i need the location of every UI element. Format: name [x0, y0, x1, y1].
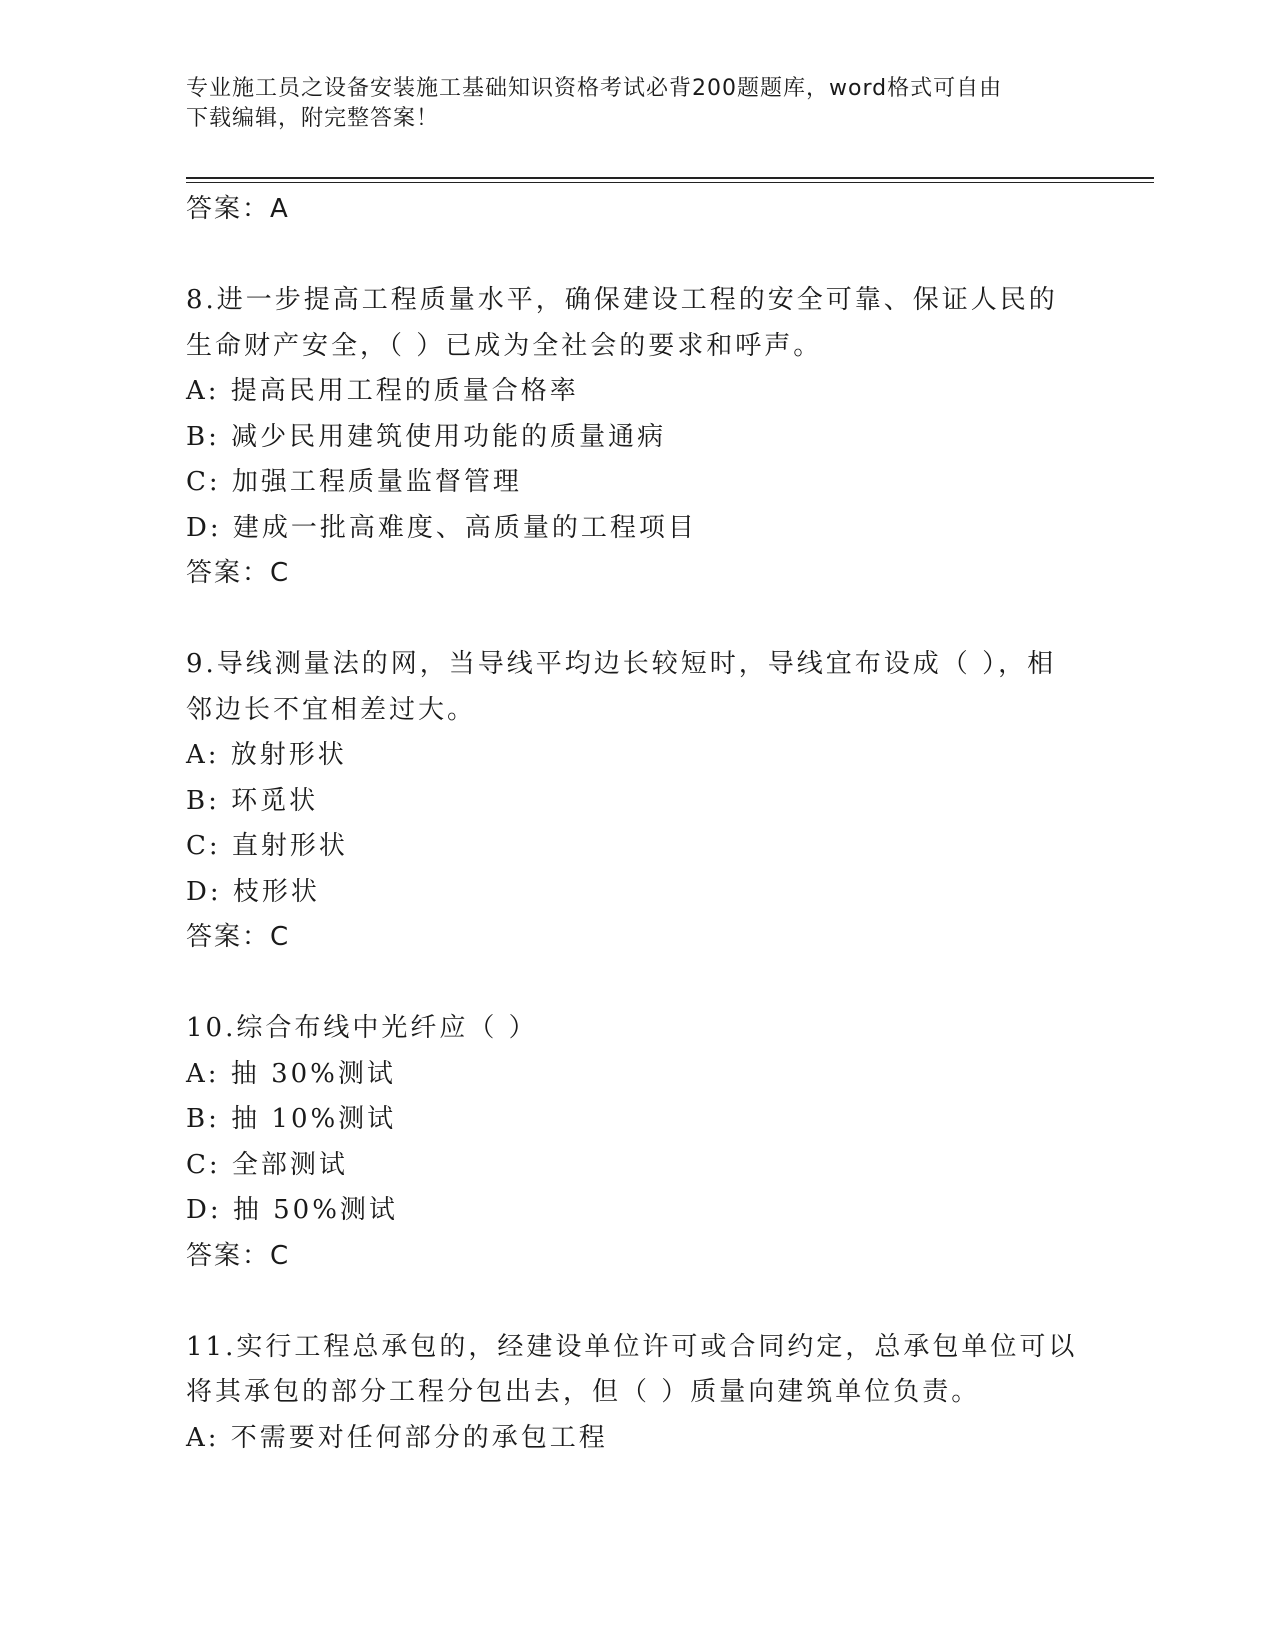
header-line-1: 专业施工员之设备安装施工基础知识资格考试必背200题题库，word格式可自由 — [186, 76, 1003, 101]
option-c: C: 直射形状 — [186, 831, 348, 861]
question-10 — [186, 1006, 1086, 1279]
question-text: 11.实行工程总承包的，经建设单位许可或合同约定，总承包单位可以 — [186, 1331, 1078, 1362]
header-rule-thick — [186, 177, 1154, 179]
document-header — [186, 74, 1086, 134]
option-a: A: 提高民用工程的质量合格率 — [186, 376, 579, 406]
option-b: B: 环觅状 — [186, 785, 319, 816]
question-text: 将其承包的部分工程分包出去，但（ ）质量向建筑单位负责。 — [186, 1377, 981, 1407]
option-b: B: 减少民用建筑使用功能的质量通病 — [186, 421, 667, 452]
option-c: C: 加强工程质量监督管理 — [186, 467, 522, 497]
option-d: D: 抽 50%测试 — [186, 1195, 398, 1225]
question-list — [186, 187, 1086, 1461]
question-text: 9.导线测量法的网，当导线平均边长较短时，导线宜布设成（ ），相 — [186, 649, 1057, 679]
header-rule-thin — [186, 182, 1154, 183]
question-text: 8.进一步提高工程质量水平，确保建设工程的安全可靠、保证人民的 — [186, 285, 1058, 315]
previous-answer: 答案：A — [186, 194, 290, 224]
question-text: 邻边长不宜相差过大。 — [186, 694, 477, 725]
option-d: D: 建成一批高难度、高质量的工程项目 — [186, 512, 697, 543]
question-8 — [186, 278, 1086, 597]
question-9 — [186, 642, 1086, 961]
answer: 答案：C — [186, 1240, 291, 1271]
option-a: A: 抽 30%测试 — [186, 1058, 396, 1089]
option-b: B: 抽 10%测试 — [186, 1104, 397, 1134]
option-a: A: 不需要对任何部分的承包工程 — [186, 1422, 608, 1453]
option-c: C: 全部测试 — [186, 1149, 348, 1180]
question-text: 10.综合布线中光纤应（ ） — [186, 1013, 538, 1043]
question-11 — [186, 1325, 1086, 1462]
header-line-2: 下载编辑，附完整答案！ — [186, 106, 440, 131]
option-d: D: 枝形状 — [186, 876, 320, 907]
option-a: A: 放射形状 — [186, 740, 347, 770]
answer: 答案：C — [186, 922, 291, 952]
answer: 答案：C — [186, 558, 291, 588]
question-text: 生命财产安全，（ ）已成为全社会的要求和呼声。 — [186, 330, 823, 361]
